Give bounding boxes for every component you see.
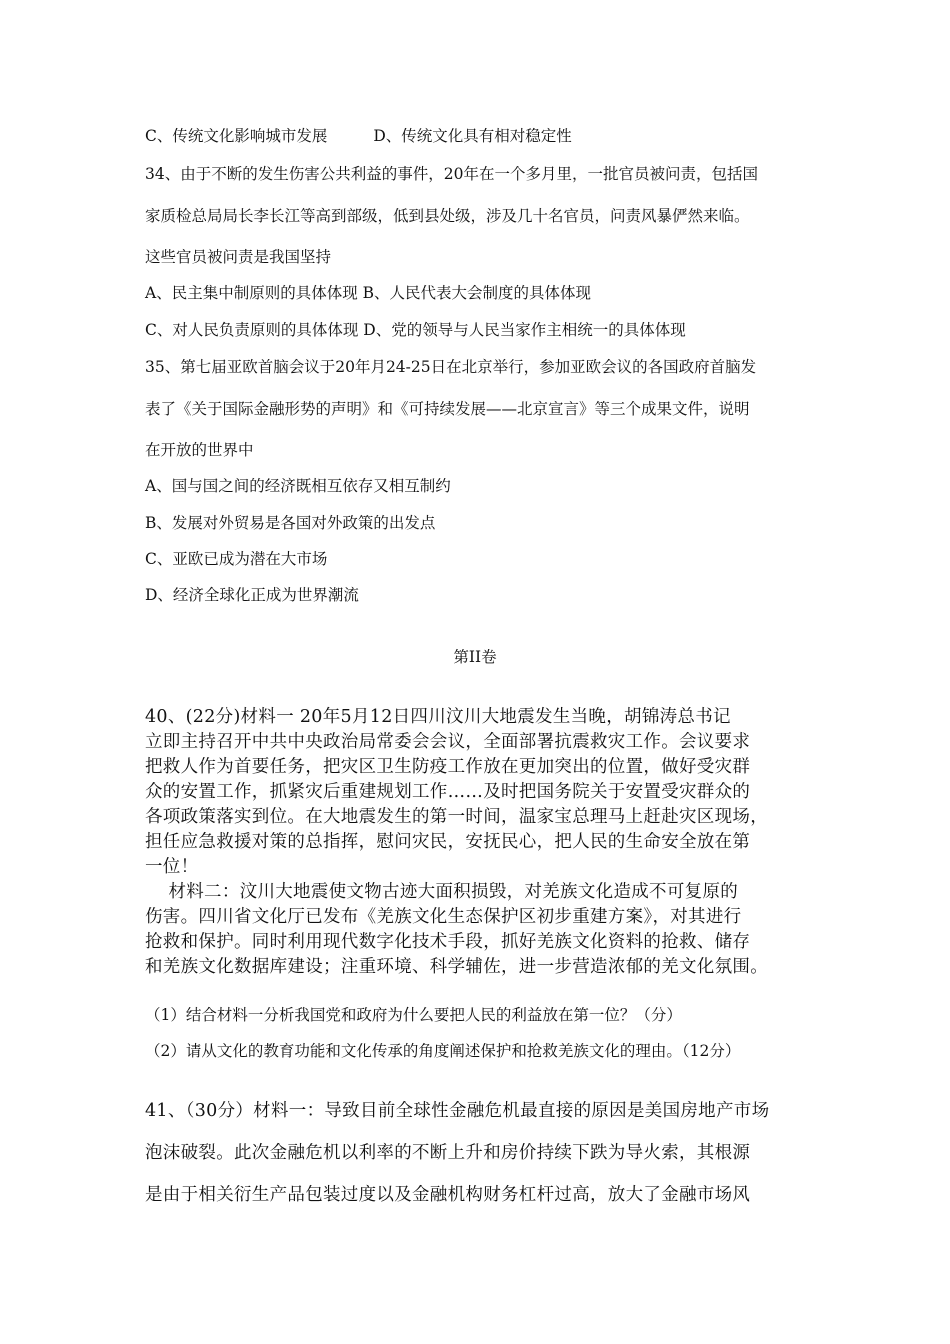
q33-option-d: D、传统文化具有相对稳定性: [373, 127, 572, 145]
q41-line1: 41、（30分）材料一：导致目前全球性金融危机最直接的原因是美国房地产市场: [145, 1101, 770, 1121]
q40-subquestion-2: （2）请从文化的教育功能和文化传承的角度阐述保护和抢救羌族文化的理由。（12分）: [145, 1042, 741, 1060]
q35-option-d: D、经济全球化正成为世界潮流: [145, 586, 359, 604]
q40-line: 抢救和保护。同时利用现代数字化技术手段，抓好羌族文化资料的抢救、储存: [145, 932, 751, 952]
q40-line: 伤害。四川省文化厅已发布《羌族文化生态保护区初步重建方案》，对其进行: [145, 907, 742, 927]
q34-stem-line3: 这些官员被问责是我国坚持: [145, 248, 332, 266]
q40-line: 众的安置工作，抓紧灾后重建规划工作……及时把国务院关于安置受灾群众的: [145, 782, 751, 802]
section-title: 第II卷: [453, 648, 497, 666]
q35-stem-line1: 35、第七届亚欧首脑会议于20年月24-25日在北京举行，参加亚欧会议的各国政府首脑发: [145, 358, 757, 376]
q34-options-ab: A、民主集中制原则的具体体现 B、人民代表大会制度的具体体现: [145, 284, 592, 302]
q33-option-c: C、传统文化影响城市发展: [145, 127, 328, 145]
q34-options-cd: C、对人民负责原则的具体体现 D、党的领导与人民当家作主相统一的具体体现: [145, 321, 686, 339]
q40-line: 材料二：汶川大地震使文物古迹大面积损毁，对羌族文化造成不可复原的: [145, 882, 739, 902]
q41-line2: 泡沫破裂。此次金融危机以利率的不断上升和房价持续下跌为导火索，其根源: [145, 1143, 751, 1163]
q35-stem-line3: 在开放的世界中: [145, 441, 254, 459]
q40-line: 和羌族文化数据库建设；注重环境、科学辅佐，进一步营造浓郁的羌文化氛围。: [145, 957, 768, 977]
q35-option-c: C、亚欧已成为潜在大市场: [145, 550, 328, 568]
q40-line: 担任应急救援对策的总指挥，慰问灾民，安抚民心，把人民的生命安全放在第: [145, 832, 751, 852]
q34-stem-line2: 家质检总局局长李长江等高到部级，低到县处级，涉及几十名官员，问责风暴俨然来临。: [145, 207, 750, 225]
q35-option-a: A、国与国之间的经济既相互依存又相互制约: [145, 477, 451, 495]
q40-line: 各项政策落实到位。在大地震发生的第一时间，温家宝总理马上赶赴灾区现场，: [145, 807, 768, 827]
q40-line: 一位！: [145, 857, 199, 877]
q40-subquestion-1: （1）结合材料一分析我国党和政府为什么要把人民的利益放在第一位？（分）: [145, 1006, 682, 1024]
q40-line: 40、(22分)材料一 20年5月12日四川汶川大地震发生当晚，胡锦涛总书记: [145, 707, 731, 727]
q41-line3: 是由于相关衍生产品包装过度以及金融机构财务杠杆过高，放大了金融市场风: [145, 1185, 751, 1205]
q35-option-b: B、发展对外贸易是各国对外政策的出发点: [145, 514, 436, 532]
q33-options-line: [145, 126, 572, 146]
q40-line: 把救人作为首要任务，把灾区卫生防疫工作放在更加突出的位置，做好受灾群: [145, 757, 751, 777]
q34-stem-line1: 34、由于不断的发生伤害公共利益的事件，20年在一个多月里，一批官员被问责，包括国: [145, 165, 758, 183]
q35-stem-line2: 表了《关于国际金融形势的声明》和《可持续发展——北京宣言》等三个成果文件，说明: [145, 400, 750, 418]
q40-line: 立即主持召开中共中央政治局常委会会议，全面部署抗震救灾工作。会议要求: [145, 732, 751, 752]
